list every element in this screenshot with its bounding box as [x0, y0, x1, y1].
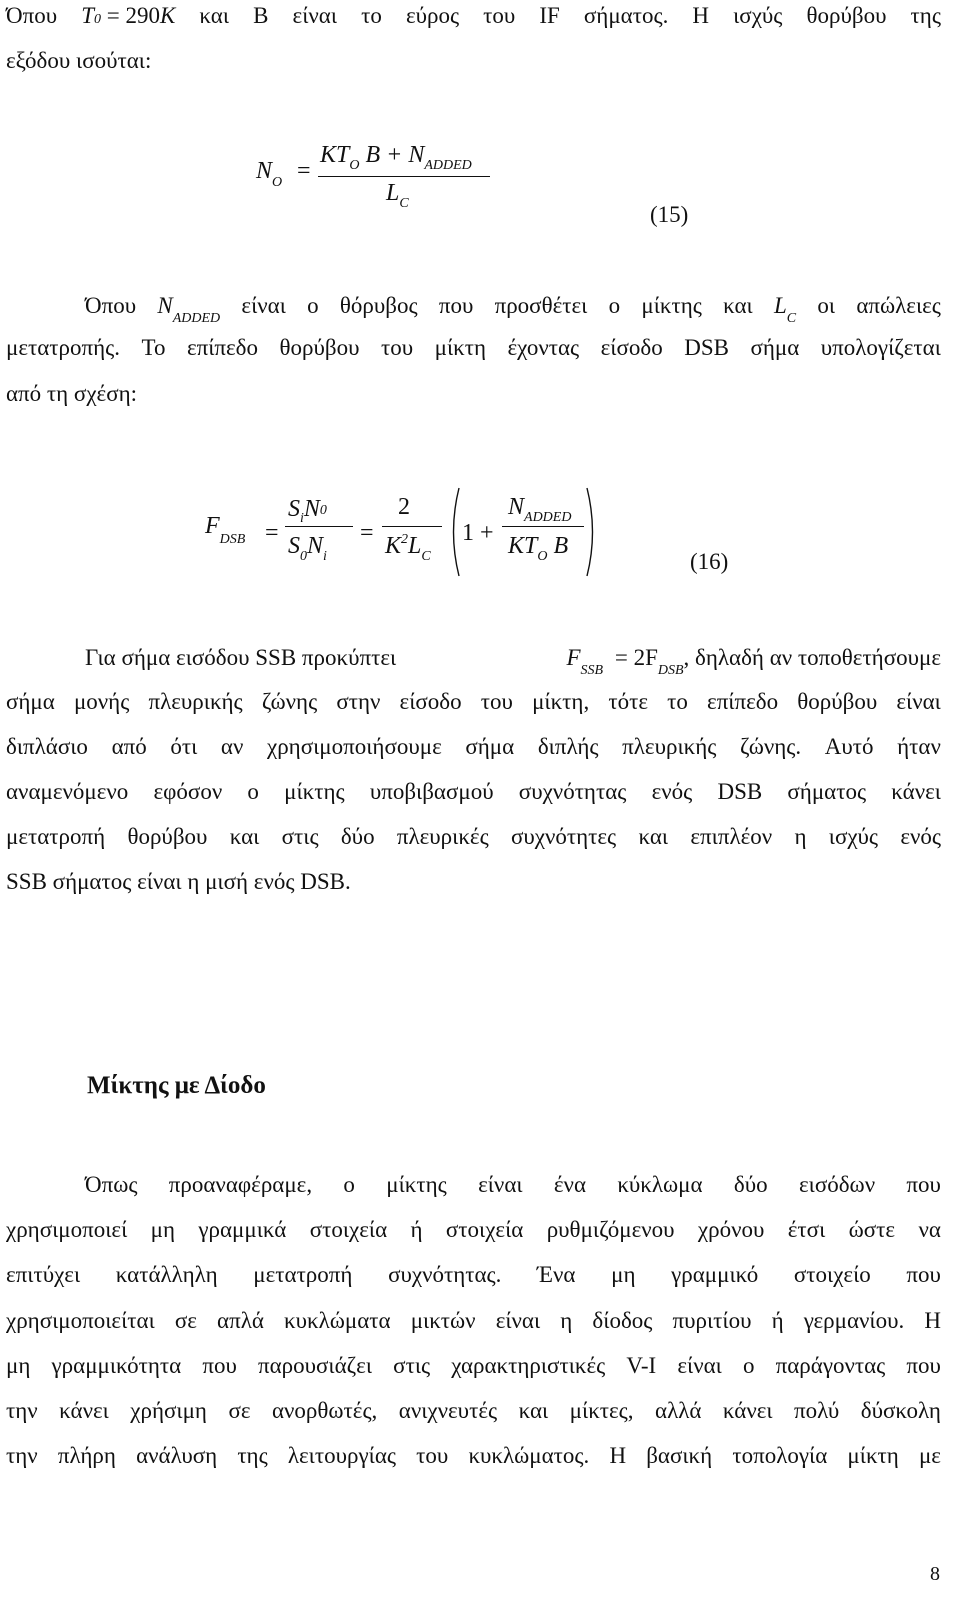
eq16-frac1-denominator: $S_0N_i$ [288, 533, 327, 564]
paragraph3-last-line: SSB σήματος είναι η μισή ενός DSB. [6, 869, 351, 894]
paragraph2-line2: μετατροπής. Το επίπεδο θορύβου του μίκτη έχοντας είσοδο DSB σήμα υπολογίζεται [6, 335, 941, 360]
paragraph1-line1: Όπου T0 = 290K και B είναι το εύρος του IF σήματος. Η ισχύς θορύβου της [6, 2, 941, 34]
eq16-frac3-numerator: $N_{ADDED}$ [508, 494, 572, 525]
eq16-frac2-denominator: $K^2L_C$ [385, 532, 431, 564]
paragraph4-line7: την πλήρη ανάλυση της λειτουργίας του κυκλώματος. Η βασική τοπολογία μίκτη με [6, 1443, 941, 1468]
eq16-left-paren [446, 486, 462, 578]
t0-expression: T0 = 290K [81, 3, 176, 28]
paragraph4-line1: Όπως προαναφέραμε, ο μίκτης είναι ένα κύκλωμα δύο εισόδων που [85, 1172, 941, 1197]
paragraph1-line2: εξόδου ισούται: [6, 48, 152, 73]
page-number: 8 [930, 1563, 940, 1585]
paragraph3-line5: μετατροπή θορύβου και στις δύο πλευρικές συχνότητες και επιπλέον η ισχύς ενός [6, 824, 941, 849]
eq16-frac2-numerator: 2 [398, 494, 410, 520]
n-added-symbol: $N_{ADDED}$ [157, 293, 221, 326]
lc-symbol: $L_C$ [774, 293, 797, 326]
paragraph2-line1: Όπου $N_{ADDED}$ είναι ο θόρυβος που προσθέτει ο μίκτης και $L_C$ οι απώλειες [85, 293, 941, 326]
eq15-fraction-bar [318, 176, 490, 177]
eq16-frac2-bar [382, 526, 442, 527]
eq16-equals-1: = [265, 520, 279, 546]
paragraph3-line3: διπλάσιο από ότι αν χρησιμοποιήσουμε σήμα διπλής πλευρικής ζώνης. Αυτό ήταν [6, 734, 941, 759]
eq15-number: (15) [650, 202, 689, 227]
eq16-frac3-bar [502, 526, 584, 527]
paragraph4-line5: μη γραμμικότητα που παρουσιάζει στις χαρακτηριστικές V-I είναι ο παράγοντας που [6, 1353, 941, 1378]
eq16-frac1-bar [285, 526, 353, 527]
eq16-equals-2: = [360, 520, 374, 546]
eq15-lhs: $N_O$ [256, 158, 283, 190]
paragraph3-line4: αναμενόμενο εφόσον ο μίκτης υποβιβασμού συχνότητας ενός DSB σήματος κάνει [6, 779, 941, 804]
paragraph4-line2: χρησιμοποιεί μη γραμμικά στοιχεία ή στοιχεία ρυθμιζόμενου χρόνου έτσι ώστε να [6, 1217, 941, 1242]
eq16-number: (16) [690, 549, 729, 574]
section-heading: Μίκτης με Δίοδο [87, 1072, 266, 1099]
eq16-frac1-numerator: $S_iN0$ [288, 496, 327, 526]
eq15-denominator: $L_C$ [386, 180, 409, 211]
paragraph4-line3: επιτύχει κατάλληλη μετατροπή συχνότητας. Ένα μη γραμμικό στοιχείο που [6, 1262, 941, 1287]
paragraph3-line2: σήμα μονής πλευρικής ζώνης στην είσοδο του μίκτη, τότε το επίπεδο θορύβου είναι [6, 689, 941, 714]
eq15-numerator: $KT_O$ $B + N_{ADDED}$ [320, 142, 472, 173]
eq15-equals: = [297, 158, 311, 184]
paragraph4-line4: χρησιμοποιείται σε απλά κυκλώματα μικτών είναι η δίοδος πυριτίου ή γερμανίου. Η [6, 1308, 941, 1333]
eq16-right-paren [584, 486, 600, 578]
paragraph3-line1: Για σήμα εισόδου SSB προκύπτει $F_{SSB} = 2F_{DSB}$, δηλαδή αν τοποθετήσουμε [85, 645, 941, 678]
paragraph4-line6: την κάνει χρήσιμη σε ανορθωτές, ανιχνευτές και μίκτες, αλλά κάνει πολύ δύσκολη [6, 1398, 941, 1423]
eq16-frac3-denominator: $KT_O$ B [508, 533, 569, 564]
eq16-one-plus: 1 + [462, 520, 494, 546]
fssb-expression: $F_{SSB} = 2F_{DSB}$, δηλαδή αν τοποθετήσουμε [566, 645, 941, 678]
eq16-lhs: $F_{DSB}$ [205, 513, 246, 547]
paragraph2-line3: από τη σχέση: [6, 381, 138, 406]
